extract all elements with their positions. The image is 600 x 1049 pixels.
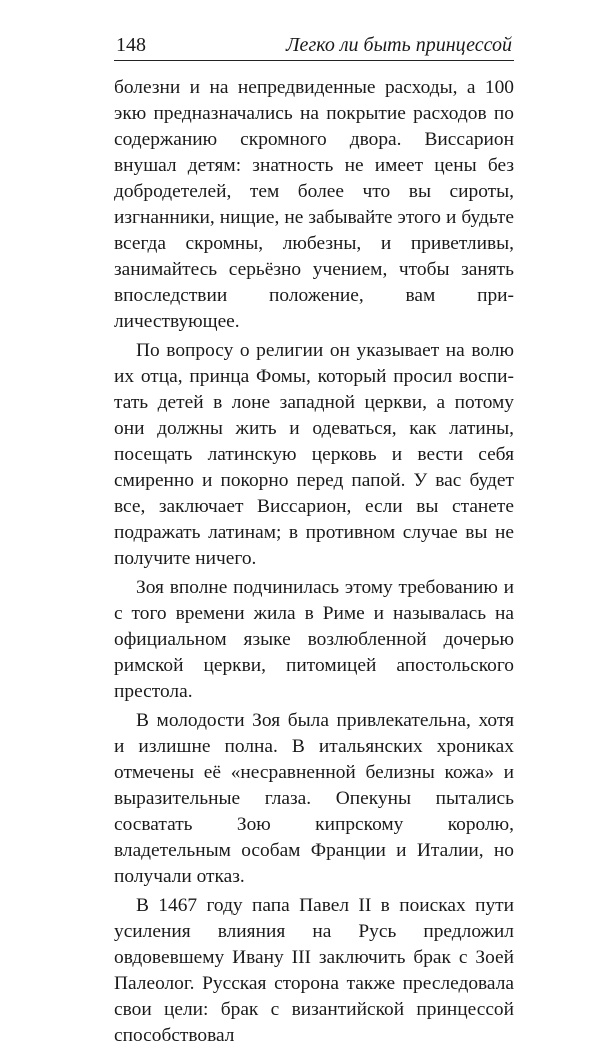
paragraph: По вопросу о религии он указывает на волю их отца, принца Фомы, который просил воспитать детей в лоне западной церкви, а потому они должны жить и одеваться, как латины, посещать латинскую церковь и вести себя смиренно и покорно перед папой. У вас будет все, заключает Виссарион, если вы станете подражать латинам; в противном случае вы не получите ничего. (114, 340, 514, 569)
running-title: Легко ли быть принцессой (286, 34, 512, 56)
paragraph: В молодости Зоя была привлекательна, хотя и излишне полна. В итальянских хрониках отмечены её «несравненной белизны кожа» и выразительные глаза. Опекуны пытались сосватать Зою кипрскому королю, владетельным особам Франции и Италии, но получали отказ. (114, 710, 514, 887)
paragraph: В 1467 году папа Павел II в поисках пути усиления влияния на Русь предложил овдовевшему Ивану III заключить брак с Зоей Палеолог. Русская сторона также преследовала свои цели: брак с византийской принцессой способствовал (114, 895, 514, 1046)
paragraph: болезни и на непредвиденные расходы, а 100 экю предназначались на покрытие расходов по содержанию скромного двора. Виссарион внушал детям: знатность не имеет цены без добродетелей, тем более что вы сироты, изгнанники, нищие, не забывайте этого и будьте всегда скромны, любезны, и приветливы, занимайтесь серьёзно учением, чтобы занять впоследствии положение, вам приличествующее. (114, 77, 514, 332)
page-number: 148 (116, 34, 146, 56)
page-header (114, 30, 514, 61)
paragraph: Зоя вполне подчинилась этому требованию и с того времени жила в Риме и называлась на официальном языке возлюбленной дочерью римской церкви, питомицей апостольского престола. (114, 577, 514, 702)
body-text (114, 75, 514, 1049)
book-page (114, 30, 514, 1046)
